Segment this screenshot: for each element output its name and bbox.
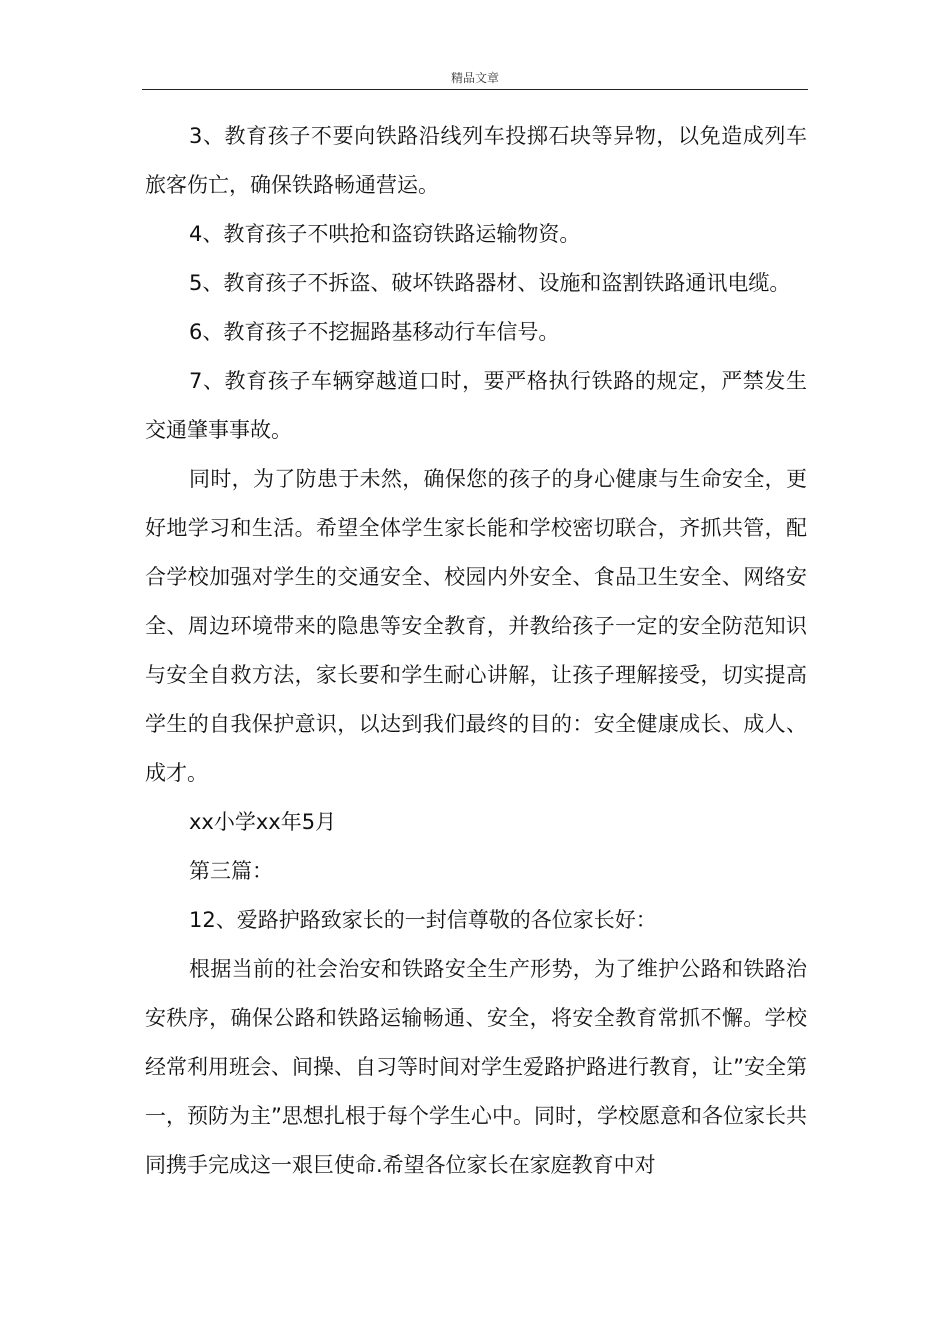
header-divider	[142, 89, 808, 90]
section-heading: 第三篇：	[189, 859, 273, 883]
paragraph-safety-appeal: 同时，为了防患于未然，确保您的孩子的身心健康与生命安全，更好地学习和生活。希望全体学生家长能和学校密切联合，齐抓共管，配合学校加强对学生的交通安全、校园内外安全、食品卫生安全、网络安全、周边环境带来的隐患等安全教育，并教给孩子一定的安全防范知识与安全自救方法，家长要和学生耐心讲解，让孩子理解接受，切实提高学生的自我保护意识，以达到我们最终的目的：安全健康成长、成人、成才。	[145, 467, 807, 785]
paragraph-letter-body: 根据当前的社会治安和铁路安全生产形势，为了维护公路和铁路治安秩序，确保公路和铁路运输畅通、安全，将安全教育常抓不懈。学校经常利用班会、间操、自习等时间对学生爱路护路进行教育，让”安全第一，预防为主”思想扎根于每个学生心中。同时，学校愿意和各位家长共同携手完成这一艰巨使命.希望各位家长在家庭教育中对	[145, 957, 807, 1177]
paragraph-item-5: 5、教育孩子不拆盗、破坏铁路器材、设施和盗割铁路通讯电缆。	[189, 271, 791, 295]
page-header-title: 精品文章	[450, 71, 499, 85]
paragraph-item-7: 7、教育孩子车辆穿越道口时，要严格执行铁路的规定，严禁发生交通肇事事故。	[145, 369, 807, 442]
paragraph-item-4: 4、教育孩子不哄抢和盗窃铁路运输物资。	[189, 222, 581, 246]
paragraph-item-6: 6、教育孩子不挖掘路基移动行车信号。	[189, 320, 560, 344]
document-body	[145, 112, 807, 1190]
paragraph-item-3: 3、教育孩子不要向铁路沿线列车投掷石块等异物，以免造成列车旅客伤亡，确保铁路畅通营运。	[145, 124, 807, 197]
signature-date: xx小学xx年5月	[189, 810, 337, 834]
letter-title: 12、爱路护路致家长的一封信尊敬的各位家长好：	[189, 908, 657, 932]
